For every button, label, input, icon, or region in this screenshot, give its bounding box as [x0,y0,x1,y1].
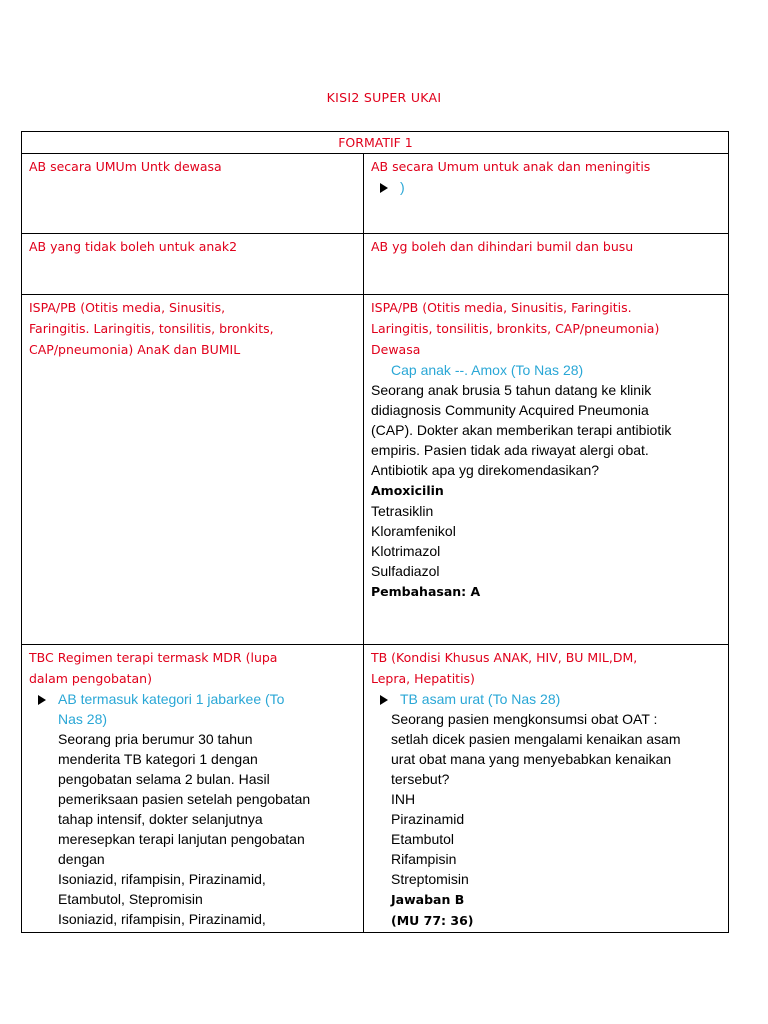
table-cell [22,154,364,234]
arrow-bullet-icon [380,695,388,705]
bullet-text: TB asam urat (To Nas 28) [400,691,561,707]
cell-heading-line: Laringitis, tonsilitis, bronkits, CAP/pneumonia) [371,321,660,336]
table-cell [364,234,729,295]
sub-topic: Cap anak --. Amox (To Nas 28) [391,362,584,378]
question-line: setlah dicek pasien mengalami kenaikan asam [391,731,681,747]
question-line: Seorang pasien mengkonsumsi obat OAT : [391,711,658,727]
arrow-bullet-icon [380,183,388,193]
answer-option: Etambutol, Stepromisin [58,891,203,907]
cell-heading-line: Dewasa [371,342,421,357]
cell-heading-line: Faringitis. Laringitis, tonsilitis, bronkits, [29,321,274,336]
cell-heading-line: dalam pengobatan) [29,671,152,686]
answer-option: Rifampisin [391,851,457,867]
answer-option: Etambutol [391,831,455,847]
cell-heading-line: CAP/pneumonia) AnaK dan BUMIL [29,342,241,357]
table-row [22,645,729,933]
list-item [371,689,722,709]
answer-option: Isoniazid, rifampisin, Pirazinamid, [58,871,266,887]
bullet-text: ) [400,179,405,195]
list-item [371,177,722,197]
cell-heading-line: ISPA/PB (Otitis media, Sinusitis, [29,300,226,315]
table-row [22,154,729,234]
table-header: FORMATIF 1 [22,132,729,154]
cell-heading: AB secara Umum untuk anak dan meningitis [371,159,651,174]
table-cell [22,234,364,295]
question-line: meresepkan terapi lanjutan pengobatan [58,831,305,847]
cell-heading: AB secara UMUm Untk dewasa [29,159,222,174]
question-line: didiagnosis Community Acquired Pneumonia [371,402,649,418]
answer-option: Kloramfenikol [371,523,456,539]
reference: (MU 77: 36) [391,913,474,928]
answer-option: Streptomisin [391,871,469,887]
correct-answer: Jawaban B [391,892,465,907]
table-cell [364,295,729,645]
answer-option: Klotrimazol [371,543,441,559]
question-line: urat obat mana yang menyebabkan kenaikan [391,751,672,767]
table-cell [364,154,729,234]
table-cell [22,295,364,645]
question-line: dengan [58,851,105,867]
table-row [22,234,729,295]
cell-heading: AB yg boleh dan dihindari bumil dan busu [371,239,634,254]
cell-heading-line: ISPA/PB (Otitis media, Sinusitis, Faringitis. [371,300,632,315]
bullet-text: AB termasuk kategori 1 jabarkee (To [58,691,285,707]
answer-option: INH [391,791,416,807]
answer-option: Pirazinamid [391,811,465,827]
question-line: tahap intensif, dokter selanjutnya [58,811,263,827]
question-line: Antibiotik apa yg direkomendasikan? [371,462,600,478]
question-line: pemeriksaan pasien setelah pengobatan [58,791,311,807]
table-row [22,295,729,645]
question-line: pengobatan selama 2 bulan. Hasil [58,771,270,787]
answer-option: Tetrasiklin [371,503,434,519]
question-line: empiris. Pasien tidak ada riwayat alergi obat. [371,442,649,458]
question-line: Seorang pria berumur 30 tahun [58,731,253,747]
cell-heading-line: Lepra, Hepatitis) [371,671,475,686]
table-cell [364,645,729,933]
table-cell [22,645,364,933]
question-line: tersebut? [391,771,450,787]
table-header-row [22,132,729,154]
document-title: KISI2 SUPER UKAI [326,90,442,105]
question-line: (CAP). Dokter akan memberikan terapi antibiotik [371,422,672,438]
kisi-table [21,131,729,933]
bullet-text: Nas 28) [58,711,108,727]
answer-option: Isoniazid, rifampisin, Pirazinamid, [58,911,266,927]
explanation: Pembahasan: A [371,584,481,599]
arrow-bullet-icon [38,695,46,705]
correct-answer: Amoxicilin [371,483,444,498]
question-line: Seorang anak brusia 5 tahun datang ke klinik [371,382,652,398]
cell-heading-line: TB (Kondisi Khusus ANAK, HIV, BU MIL,DM, [371,650,638,665]
cell-heading-line: TBC Regimen terapi termask MDR (lupa [29,650,278,665]
list-item [29,689,357,729]
answer-option: Sulfadiazol [371,563,440,579]
cell-heading: AB yang tidak boleh untuk anak2 [29,239,238,254]
question-line: menderita TB kategori 1 dengan [58,751,258,767]
